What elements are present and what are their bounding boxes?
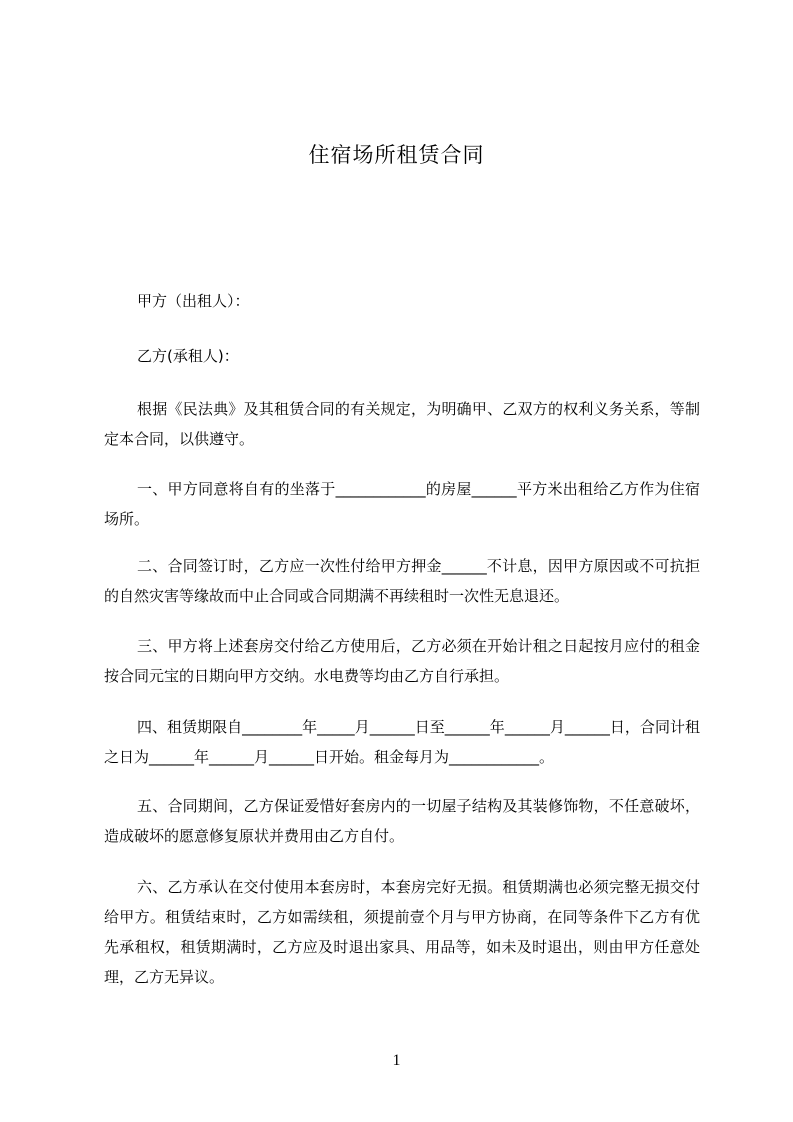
clause-1: 一、甲方同意将自有的坐落于____________的房屋______平方米出租给乙方作为住宿场所。 — [104, 480, 700, 528]
party-b-line: 乙方(承租人)： — [137, 347, 239, 365]
party-a-line: 甲方（出租人）： — [137, 292, 250, 310]
clause-3: 三、甲方将上述套房交付给乙方使用后，乙方必须在开始计租之日起按月应付的租金按合同元宝的日期向甲方交纳。水电费等均由乙方自行承担。 — [104, 637, 700, 685]
clause-6: 六、乙方承认在交付使用本套房时，本套房完好无损。租赁期满也必须完整无损交付给甲方。租赁结束时，乙方如需续租，须提前壹个月与甲方协商，在同等条件下乙方有优先承租权，租赁期满时，乙方应及时退出家具、用品等，如未及时退出，则由甲方任意处理，乙方无异议。 — [104, 878, 700, 986]
clause-4: 四、租赁期限自________年_____月______日至______年______月______日，合同计租之日为______年______月______日开始。租金每月为____________。 — [104, 718, 700, 766]
document-title: 住宿场所租赁合同 — [308, 143, 485, 167]
intro-paragraph: 根据《民法典》及其租赁合同的有关规定，为明确甲、乙双方的权利义务关系，等制定本合同，以供遵守。 — [104, 400, 700, 448]
clause-2: 二、合同签订时，乙方应一次性付给甲方押金______不计息，因甲方原因或不可抗拒的自然灾害等缘故而中止合同或合同期满不再续租时一次性无息退还。 — [104, 557, 700, 605]
clause-5: 五、合同期间，乙方保证爱惜好套房内的一切屋子结构及其装修饰物，不任意破坏，造成破坏的愿意修复原状并费用由乙方自付。 — [104, 797, 700, 845]
page-number: 1 — [392, 1052, 401, 1069]
